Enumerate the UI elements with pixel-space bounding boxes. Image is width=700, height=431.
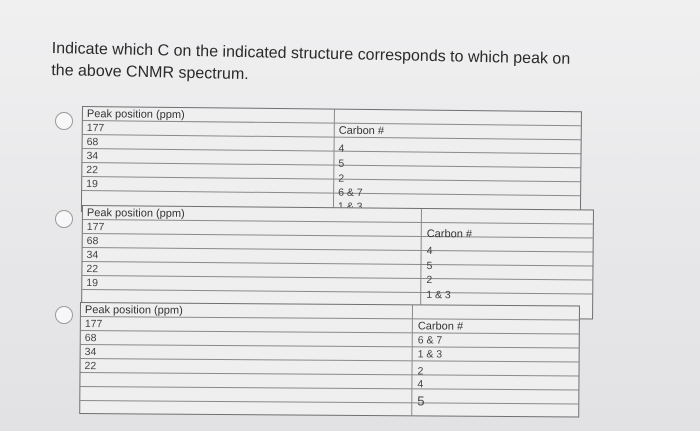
peak-value: 68 — [86, 235, 99, 248]
peak-value: 177 — [86, 122, 105, 135]
carbon-value: 4 — [426, 245, 433, 258]
option-1-table[interactable] — [81, 106, 582, 217]
carbon-value: 2 — [426, 274, 433, 287]
table-row — [80, 387, 578, 404]
peak-value: 22 — [86, 164, 99, 177]
carbon-number-header: Carbon # — [426, 228, 473, 241]
carbon-value: 6 & 7 — [417, 334, 443, 347]
carbon-value: 4 — [417, 378, 424, 391]
peak-value: 22 — [84, 360, 97, 373]
peak-value: 19 — [86, 178, 98, 191]
carbon-value: 1 & 3 — [417, 348, 443, 361]
carbon-value: 5 — [417, 393, 425, 409]
peak-value: 177 — [86, 221, 105, 234]
question-line-2: the above CNMR spectrum. — [51, 61, 249, 84]
carbon-value: 1 & 3 — [426, 289, 451, 302]
option-3-radio[interactable] — [55, 306, 73, 324]
peak-value: 34 — [86, 249, 99, 262]
option-3-table[interactable] — [79, 302, 580, 417]
carbon-value: 4 — [338, 142, 345, 155]
carbon-value: 6 & 7 — [338, 186, 363, 199]
peak-value: 68 — [84, 332, 97, 345]
peak-value: 22 — [86, 263, 99, 276]
peak-value: 177 — [84, 318, 103, 331]
carbon-value: 2 — [338, 172, 345, 185]
carbon-number-header: Carbon # — [417, 320, 464, 333]
option-2-radio[interactable] — [55, 210, 73, 228]
peak-position-header: Peak position (ppm) — [84, 304, 183, 317]
carbon-value: 5 — [338, 157, 345, 170]
peak-value: 68 — [86, 136, 99, 149]
peak-value: 34 — [86, 150, 99, 163]
peak-position-header: Peak position (ppm) — [86, 108, 185, 122]
carbon-value: 5 — [426, 260, 433, 273]
question-line-1: Indicate which C on the indicated structure corresponds to which peak on — [51, 39, 571, 68]
carbon-value: 2 — [417, 365, 424, 378]
peak-value: 34 — [84, 346, 97, 359]
peak-position-header: Peak position (ppm) — [86, 207, 185, 220]
question-text — [51, 38, 632, 94]
option-1-radio[interactable] — [55, 112, 73, 130]
carbon-number-header: Carbon # — [338, 124, 385, 138]
peak-value: 19 — [86, 277, 99, 290]
